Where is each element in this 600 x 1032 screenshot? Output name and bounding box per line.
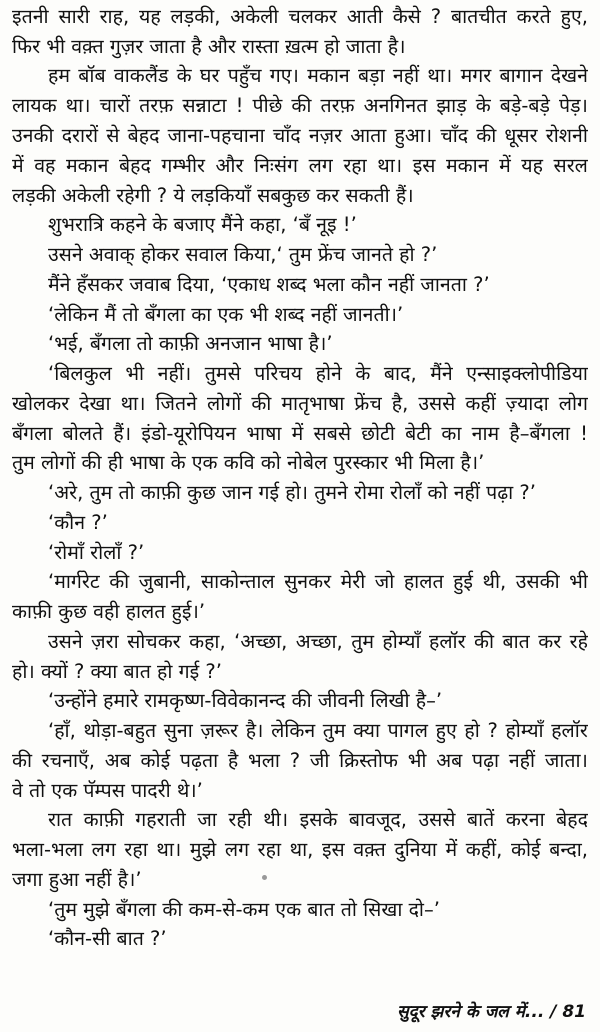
word: ‘हाँ,: [48, 719, 76, 742]
text-line: ‘उन्होंने हमारे रामकृष्ण-विवेकानन्द की जीवनी लिखी है–’: [48, 689, 443, 712]
word: आती: [346, 5, 383, 28]
word: था,: [289, 838, 314, 861]
word: उससे: [418, 808, 456, 831]
word: रहे: [569, 630, 588, 653]
word: की: [109, 570, 130, 593]
word: अकेली: [230, 5, 279, 28]
word: साकोन्ताल: [200, 570, 275, 593]
print-speck: [262, 875, 267, 880]
word: क्रिस्तोफ: [339, 749, 398, 772]
word: नहीं।: [157, 362, 192, 385]
text-line: मैंने हँसकर जवाब दिया, ‘एकाध शब्द भला कौन नहीं जानता ?’: [48, 273, 490, 296]
word: !: [580, 422, 588, 445]
word: ‘अच्छा,: [234, 630, 288, 653]
word: में: [291, 422, 304, 445]
word: सुना: [163, 719, 193, 742]
text-line: उसने अवाक् होकर सवाल किया,‘ तुम फ्रेंच जानते हो ?’: [48, 243, 438, 266]
word: में: [12, 154, 24, 177]
word: आता: [350, 124, 387, 147]
word: हालत: [403, 570, 444, 593]
word: पहुँच: [227, 64, 262, 87]
word: घर: [199, 64, 220, 87]
word: है: [227, 749, 239, 772]
word: मैंने: [430, 362, 453, 385]
word: कहीं,: [465, 838, 503, 861]
text-line: ‘रोमाँ रोलाँ ?’: [48, 541, 145, 564]
word: सरल: [553, 154, 588, 177]
word: यह: [139, 5, 161, 28]
word: रहा: [343, 154, 367, 177]
word: चाँद: [440, 124, 469, 147]
word: सुनकर: [284, 570, 332, 593]
word: का: [441, 422, 462, 445]
word: इस: [321, 838, 345, 861]
word: धूसर: [504, 124, 538, 147]
text-line: [48, 808, 588, 834]
word: बात: [502, 630, 530, 653]
word: बेहद: [119, 154, 151, 177]
word: देखा: [79, 392, 111, 415]
word: हम: [48, 64, 71, 87]
word: इतनी: [12, 5, 49, 28]
text-line: ‘कौन-सी बात ?’: [48, 927, 167, 950]
text-line: [12, 5, 588, 31]
word: मुझे: [189, 838, 217, 861]
text-line: [48, 362, 588, 388]
word: हुए,: [560, 5, 588, 28]
word: और: [215, 154, 244, 177]
word: जा: [197, 808, 217, 831]
word: अब: [104, 749, 131, 772]
word: की: [12, 749, 33, 772]
word: !: [235, 94, 244, 117]
word: भला: [248, 749, 280, 772]
text-line: शुभरात्रि कहने के बजाए मैंने कहा, ‘बँ नूइ !’: [48, 213, 357, 236]
word: बावजूद,: [348, 808, 407, 831]
word: के: [475, 94, 491, 117]
word: हुआ।: [394, 124, 433, 147]
word: ज़रा: [91, 630, 119, 653]
word: सन्नाटा: [182, 94, 227, 117]
word: था।: [156, 838, 182, 861]
word: अच्छा,: [295, 630, 343, 653]
word: बातचीत: [450, 5, 507, 28]
text-line: [12, 749, 588, 775]
word: ज़्यादा: [505, 392, 549, 415]
word: लग: [91, 838, 116, 861]
word: के: [355, 362, 371, 385]
word: काफ़ी: [83, 808, 124, 831]
word: कहीं: [465, 392, 496, 415]
word: दरारों: [61, 124, 99, 147]
word: बन्दा,: [549, 838, 588, 861]
word: गम्भीर: [161, 154, 205, 177]
word: होम्याँ: [382, 630, 421, 653]
word: पागल: [387, 719, 428, 742]
word: सारी: [58, 5, 90, 28]
word: लोगों: [206, 392, 242, 415]
word: जितने: [155, 392, 197, 415]
word: नहीं: [392, 64, 420, 87]
word: थोड़ा-बहुत: [83, 719, 157, 742]
word: करते: [516, 5, 551, 28]
word: की: [476, 124, 497, 147]
word: दुनिया: [394, 838, 437, 861]
word: कहा,: [189, 630, 226, 653]
word: मकान: [446, 154, 489, 177]
word: वह: [34, 154, 56, 177]
word: कैसे: [392, 5, 421, 28]
text-line: ‘कौन ?’: [48, 511, 108, 534]
word: रात: [48, 808, 73, 831]
word: मातृभाषा: [281, 392, 345, 415]
word: जो: [374, 570, 395, 593]
word: गहराती: [135, 808, 186, 831]
word: बागान: [499, 64, 543, 87]
word: कोई: [140, 749, 171, 772]
word: बड़ा: [358, 64, 385, 87]
word: ?: [430, 5, 442, 28]
word: है।: [245, 719, 264, 742]
word: ?: [487, 719, 498, 742]
word: ‘बिलकुल: [48, 362, 112, 385]
word: परिचय: [254, 362, 303, 385]
word: तुमसे: [204, 362, 241, 385]
text-line: वे तो एक पॅम्पस पादरी थे।’: [12, 779, 203, 802]
word: लेकिन: [271, 719, 316, 742]
word: थी,: [482, 570, 507, 593]
text-line: ‘तुम मुझे बँगला की कम-से-कम एक बात तो सिखा दो–’: [48, 898, 440, 921]
word: तुम: [351, 630, 374, 653]
word: था।: [65, 94, 91, 117]
word: लग: [308, 154, 333, 177]
word: उसकी: [515, 570, 560, 593]
text-line: ‘लेकिन मैं तो बँगला का एक भी शब्द नहीं जानती।’: [48, 303, 404, 326]
word: हलॉर: [428, 630, 466, 653]
text-line: फिर भी वक़्त गुज़र जाता है और रास्ता ख़त्म हो जाता है।: [12, 35, 406, 58]
word: फ्रेंच: [354, 392, 382, 415]
word: करना: [505, 808, 545, 831]
word: लायक: [12, 94, 57, 117]
word: बॉब: [78, 64, 106, 87]
word: जी: [309, 749, 330, 772]
word: नहीं: [508, 749, 536, 772]
word: बेटी: [405, 422, 432, 445]
text-line: [12, 422, 588, 448]
word: थी।: [263, 808, 289, 831]
word: से: [106, 124, 120, 147]
word: होने: [315, 362, 342, 385]
word: बोलते: [62, 422, 104, 445]
word: वाकलैंड: [113, 64, 169, 87]
word: बातें: [467, 808, 495, 831]
text-line: ‘अरे, तुम तो काफ़ी कुछ जान गई हो। तुमने रोमा रोलाँ को नहीं पढ़ा ?’: [48, 481, 536, 504]
word: भी: [569, 570, 588, 593]
text-line: जगा हुआ नहीं है।’: [12, 868, 142, 891]
word: पढ़ा: [472, 749, 500, 772]
word: होम्याँ: [505, 719, 544, 742]
word: बाद,: [383, 362, 417, 385]
word: वक़्त: [353, 838, 386, 861]
word: रोशनी: [545, 124, 588, 147]
word: सोचकर: [127, 630, 181, 653]
word: सबसे: [313, 422, 352, 445]
word: हैं।: [113, 422, 132, 445]
text-line: ‘भई, बँगला तो काफ़ी अनजान भाषा है।’: [48, 332, 333, 355]
word: छोटी: [361, 422, 395, 445]
word: रचनाएँ,: [41, 749, 95, 772]
word: जाता।: [544, 749, 588, 772]
word: रही: [228, 808, 252, 831]
word: देखने: [550, 64, 588, 87]
word: तुम: [322, 719, 346, 742]
word: कोई: [510, 838, 541, 861]
word: क्या: [353, 719, 381, 742]
text-line: [48, 630, 588, 656]
text-line: लड़की अकेली रहेगी ? ये लड़कियाँ सबकुछ कर सकती हैं।: [12, 184, 414, 207]
word: लोग: [558, 392, 588, 415]
word: पढ़ता: [179, 749, 219, 772]
word: इसके: [299, 808, 338, 831]
word: इंडो-यूरोपियन: [141, 422, 237, 445]
word: था।: [377, 154, 403, 177]
word: अब: [436, 749, 463, 772]
word: हुई: [453, 570, 473, 593]
word: चारों: [99, 94, 131, 117]
word: पीछे: [252, 94, 283, 117]
word: है,: [391, 392, 409, 415]
word: मकान: [65, 154, 109, 177]
text-line: [48, 64, 588, 90]
word: की: [251, 392, 272, 415]
word: बँगला: [12, 422, 53, 445]
word: रहा: [257, 838, 282, 861]
text-line: [12, 94, 588, 120]
word: चाँद: [272, 124, 301, 147]
text-line: [12, 154, 588, 180]
word: था।: [427, 64, 453, 87]
word: हलॉर: [551, 719, 588, 742]
word: ‘मार्गरेट: [48, 570, 100, 593]
word: झाड़: [436, 94, 467, 117]
word: तरफ़: [139, 94, 174, 117]
word: नज़र: [308, 124, 343, 147]
word: बेहद: [127, 124, 160, 147]
word: बड़े-बड़े: [499, 94, 550, 117]
word: जाना-पहचाना: [167, 124, 265, 147]
word: लग: [224, 838, 250, 861]
word: अनगिनत: [363, 94, 428, 117]
word: भी: [125, 362, 145, 385]
word: एन्साइक्लोपीडिया: [466, 362, 588, 385]
word: रहा: [124, 838, 148, 861]
word: भाषा: [246, 422, 282, 445]
word: ?: [289, 749, 301, 772]
word: ज़रूर: [200, 719, 239, 742]
word: उसने: [48, 630, 83, 653]
word: जुबानी,: [138, 570, 192, 593]
word: हो: [464, 719, 480, 742]
page-footer: सुदूर झरने के जल में... / 81: [397, 1002, 586, 1022]
text-line: [48, 719, 588, 745]
word: में: [499, 154, 511, 177]
word: कर: [538, 630, 562, 653]
word: है–बँगला: [509, 422, 570, 445]
text-line: हो। क्यों ? क्या बात हो गई ?’: [12, 660, 222, 683]
word: हुए: [435, 719, 457, 742]
word: चलकर: [288, 5, 337, 28]
word: निःसंग: [254, 154, 299, 177]
word: उससे: [418, 392, 456, 415]
text-line: तुम लोगों की ही भाषा के एक कवि को नोबेल पुरस्कार भी मिला है।’: [12, 451, 485, 474]
text-line: [12, 838, 588, 864]
word: यह: [521, 154, 543, 177]
word: मगर: [460, 64, 492, 87]
text-line: काफ़ी कुछ वही हालत हुई।’: [12, 600, 206, 623]
word: लड़की,: [170, 5, 221, 28]
word: नाम: [471, 422, 500, 445]
word: मकान: [307, 64, 350, 87]
word: की: [291, 94, 312, 117]
word: में: [445, 838, 458, 861]
word: पेड़।: [559, 94, 588, 117]
word: मेरी: [340, 570, 366, 593]
text-line: [48, 570, 588, 596]
word: तरफ़: [320, 94, 355, 117]
word: के: [176, 64, 192, 87]
text-line: [12, 392, 588, 418]
word: खोलकर: [12, 392, 70, 415]
text-line: [12, 124, 588, 150]
word: था।: [120, 392, 146, 415]
word: बेहद: [556, 808, 588, 831]
word: राह,: [99, 5, 130, 28]
word: की: [474, 630, 495, 653]
word: इस: [412, 154, 436, 177]
word: उनकी: [12, 124, 54, 147]
word: गए।: [269, 64, 299, 87]
word: भी: [407, 749, 427, 772]
word: भला-भला: [12, 838, 83, 861]
